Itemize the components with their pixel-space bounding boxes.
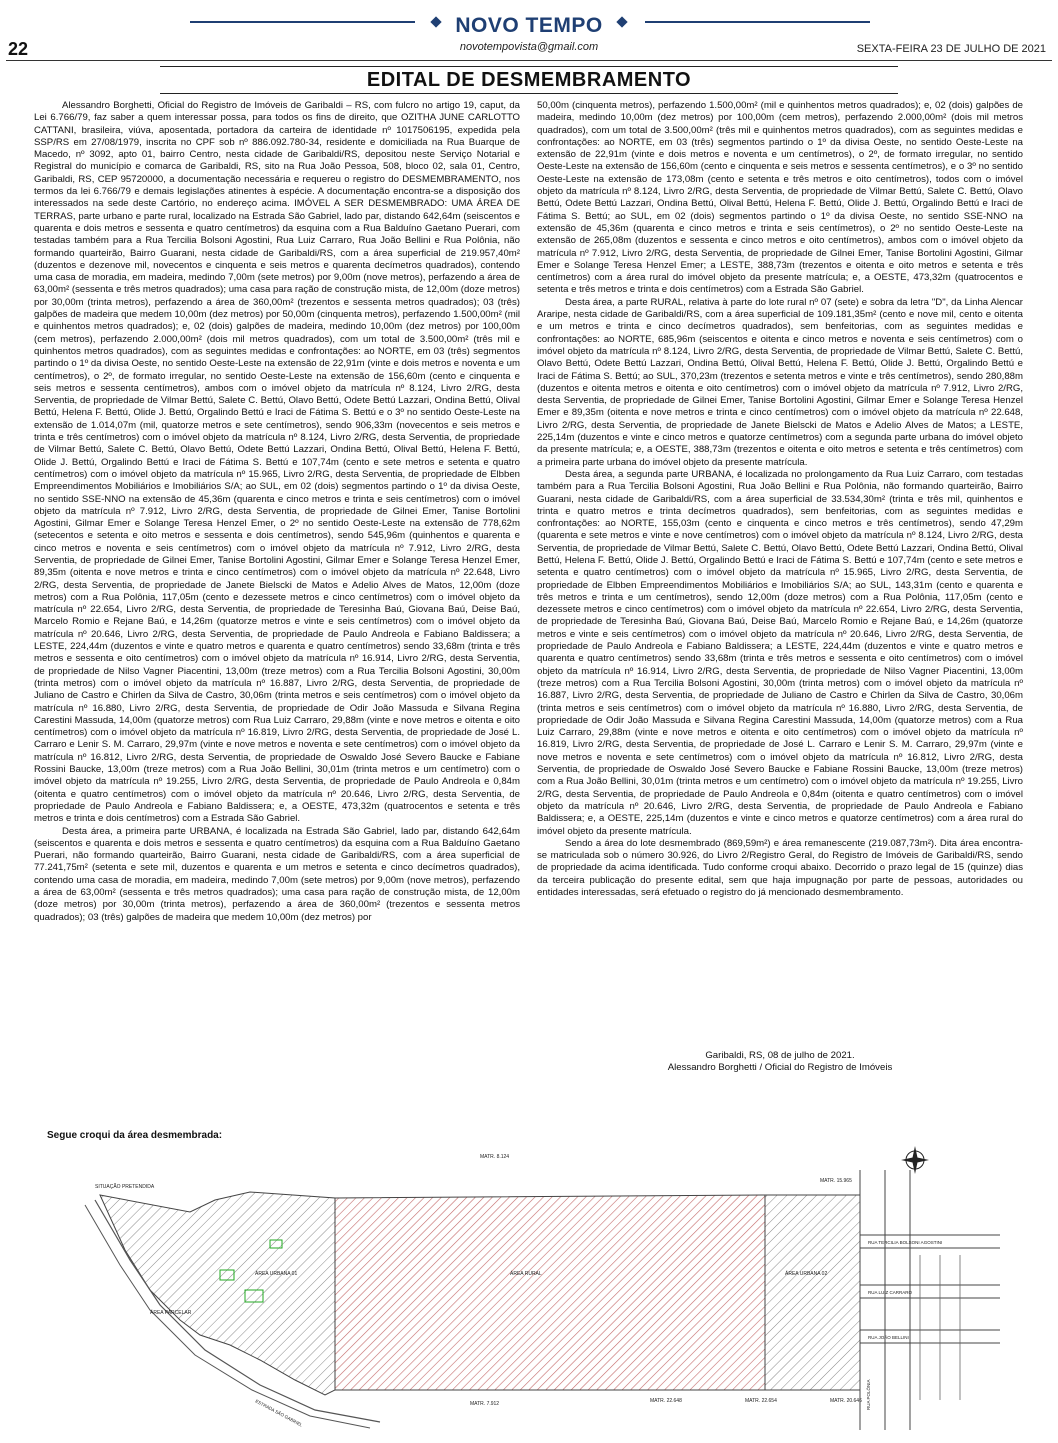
brand-rule-right <box>645 21 870 23</box>
paragraph: Desta área, a primeira parte URBANA, é localizada na Estrada São Gabriel, lado par, distando 642,64m (seiscentos e quarenta e dois metros e sessenta e quatro centímetros) da esquina com a Rua Balduíno Gaetano Puerari, não formando quarteirão, Bairro Guarani, nesta cidade de Garibaldi/RS, com a área superficial de 77.241,75m² (setenta e sete mil, duzentos e quarenta e um metros e setenta e cinco decímetros quadrados), contendo uma casa de moradia, em madeira, medindo 7,00m (sete metros) por 9,00m (nove metros), perfazendo a área de 63,00m² (sessenta e três metros quadrados); uma casa para ração de construção mista, de 12,00m (doze metros) por 30,00m (trinta metros), perfazendo a área de 360,00m² (trezentos e sessenta metros quadrados); 03 (três) galpões de madeira que medem 10,00m (dez metros) por <box>34 825 520 923</box>
area-urbana-02 <box>765 1195 860 1390</box>
label-mat-ne: MATR. 15.965 <box>820 1178 852 1184</box>
label-situacao: SITUAÇÃO PRETENDIDA <box>95 1184 155 1190</box>
label-urbana2: ÁREA URBANA 02 <box>785 1271 828 1277</box>
paragraph: Desta área, a parte RURAL, relativa à parte do lote rural nº 07 (sete) e sobra da letra "D", da Linha Alencar Araripe, nesta cidade de Garibaldi/RS, com a área superficial de 109.181,35m² (cento e nove mil, cento e oitenta e um metros e trinta e cinco decímetros quadrados), sem benfeitorias, com as seguintes medidas e confrontações: ao NORTE, 685,96m (seiscentos e oitenta e cinco metros e noventa e seis centímetros) com o imóvel objeto da matrícula nº 8.124, Livro 2/RG, desta Serventia, de propriedade de Vilmar Bettú, Salete C. Bettú, Olavo Bettú, Odete Bettú Lazzari, Ondina Bettú, Olival Bettú, Helena F. Bettú, Olide J. Bettú, Orgalindo Bettú e Iraci de Fátima S. Bettú; ao SUL, 370,23m (trezentos e setenta metros e vinte e três centímetros), sendo 280,88m (duzentos e oitenta metros e oitenta e oito centímetros) com o imóvel objeto da matrícula nº 7.912, Livro 2/RG, desta Serventia, de propriedade de Gilnei Emer, Tanise Bortolini Agostini, Gilmar Emer e Solange Teresa Henzel Emer e 89,35m (oitenta e nove metros e trinta e cinco centímetros) com o imóvel objeto da matrícula nº 22.648, Livro 2/RG, desta Serventia, de propriedade de Janete Bielscki de Matos e Adelio Alves de Matos; a LESTE, 225,14m (duzentos e vinte e cinco metros e quatorze centímetros) com a segunda parte urbana do imóvel objeto da presente matrícula; e, a OESTE, 388,73m (trezentos e oitenta e oito metros e setenta e três centímetros) com a primeira parte urbana do imóvel objeto da presente matrícula. <box>537 296 1023 468</box>
masthead <box>0 0 1058 62</box>
paragraph: Alessandro Borghetti, Oficial do Registro de Imóveis de Garibaldi – RS, com fulcro no artigo 19, caput, da Lei 6.766/79, faz saber a quem interessar possa, para todos os fins de direito, que OZITHA JUNE CARLOTTO CATTANI, brasileira, viúva, aposentada, portadora da carteira de identidade nº 1017506195, expedida pela SSP/RS em 27/08/1979, inscrita no CPF sob nº 886.092.780-34, residente e domiciliada na Rua Buarque de Macedo, nº 3092, apto 01, bairro Centro, nesta cidade de Garibaldi/RS, depositou neste Serviço Notarial e Registral do município e comarca de Garibaldi, RS, sito na Rua João Pessoa, 508, bloco 02, sala 01, Centro, Garibaldi, RS, CEP 95720000, a documentação necessária e requereu o registro do DESMEMBRAMENTO, nos termos da lei 6.766/79 e demais legislações atinentes à espécie. A documentação encontra-se a disposição dos interessados na sede deste Cartório, no endereço acima. IMÓVEL A SER DESMEMBRADO: UMA ÁREA DE TERRAS, parte urbano e parte rural, localizado na Estrada São Gabriel, lado par, distando 642,64m (seiscentos e quarenta e dois metros e sessenta e quatro centímetros) da esquina com a Rua Balduíno Gaetano Puerari, com testadas também para a Rua Tercilia Bolsoni Agostini, Rua Luiz Carraro, Rua João Bellini e Rua Polônia, não formando quarteirão, Bairro Guarani, nesta cidade de Garibaldi/RS, com a área superficial de 219.957,40m² (duzentos e dezenove mil, novecentos e cinquenta e seis metros e quarenta decímetros quadrados), contendo uma casa de moradia, em madeira, medindo 7,00m (sete metros) por 9,00m (nove metros), perfazendo a área de 63,00m² (sessenta e três metros quadrados); uma casa para ração de construção mista, de 12,00m (doze metros) por 30,00m (trinta metros), perfazendo a área de 360,00m² (trezentos e sessenta metros quadrados); 03 (três) galpões de madeira que medem 10,00m (dez metros) por 50,00m (cinquenta metros), perfazendo 1.500,00m² (mil e quinhentos metros quadrados); e, 02 (dois) galpões de madeira, medindo 10,00m (dez metros) por 100,00m (cem metros), perfazendo 2.000,00m² (dois mil metros quadrados), com um total de 3.500,00m² (três mil e quinhentos metros quadrados), com as seguintes medidas e confrontações: ao NORTE, em 03 (três) segmentos partindo o 1º da divisa Oeste, no sentido Oeste-Leste na extensão de 22,91m (vinte e dois metros e noventa e um centímetros), o 2º, de formato irregular, no sentido Oeste-Leste na extensão de 156,60m (cento e cinquenta e seis metros e sessenta centímetros), ambos com o imóvel objeto da matrícula nº 8.124, Livro 2/RG, desta Serventia, de propriedade de Vilmar Bettú, Salete C. Bettú, Olavo Bettú, Odete Bettú Lazzari, Ondina Bettú, Olival Bettú, Helena F. Bettú, Olide J. Bettú, Orgalindo Bettú e Iraci de Fátima S. Bettú e o 3º no sentido Oeste-Leste na extensão de 1.014,07m (mil, quatorze metros e sete centímetros), sendo 906,33m (novecentos e seis metros e trinta e três centímetros) com o imóvel objeto da matrícula nº 8.124, Livro 2/RG, desta Serventia, de propriedade de Vilmar Bettú, Salete C. Bettú, Olavo Bettú, Odete Bettú Lazzari, Ondina Bettú, Olival Bettú, Helena F. Bettú, Olide J. Bettú, Orgalindo Bettú e Iraci de Fátima S. Bettú e 107,74m (cento e sete metros e setenta e quatro centímetros) com o imóvel objeto da matrícula nº 15.965, Livro 2/RG, desta Serventia, de propriedade de Elbben Empreendimentos Mobiliários e Imobiliários S/A; ao SUL, em 02 (dois) segmentos partindo o 1º da divisa Oeste, no sentido SSE-NNO na extensão de 45,36m (quarenta e cinco metros e trinta e seis centímetros) com o imóvel objeto da matrícula nº 7.912, Livro 2/RG, desta Serventia, de propriedade de Gilnei Emer, Tanise Bortolini Agostini, Gilmar Emer e Solange Teresa Henzel Emer, o 2º no sentido Oeste-Leste na extensão de 778,62m (setecentos e setenta e oito metros e sessenta e dois centímetros), sendo 545,96m (quinhentos e quarenta e cinco metros e noventa e seis centímetros) com o imóvel objeto da matrícula nº 7.912, Livro 2/RG, desta Serventia, de propriedade de Gilnei Emer, Tanise Bortolini Agostini, Gilmar Emer e Solange Teresa Henzel Emer, 89,35m (oitenta e nove metros e trinta e cinco centímetros) com o imóvel objeto da matrícula nº 22.648, Livro 2/RG, desta Serventia, de propriedade de Janete Bielscki de Matos e Adelio Alves de Matos, 12,00m (doze metros) com a Rua Polônia, 117,05m (cento e dezessete metros e cinco centímetros) com o imóvel objeto da matrícula nº 22.654, Livro 2/RG, desta Serventia, de propriedade de Teresinha Baú, Giovana Baú, Deise Baú, Marcelo Romio e Rejane Baú, e 14,26m (quatorze metros e vinte e seis centímetros) com o imóvel objeto da matrícula nº 20.646, Livro 2/RG, desta Serventia, de propriedade de Paulo Andreola e Fabiano Baldissera; a LESTE, 224,44m (duzentos e vinte e quatro metros e quarenta e quatro centímetros) sendo 33,68m (trinta e três metros e sessenta e oito centímetros) com o imóvel objeto da matrícula nº 16.914, Livro 2/RG, desta Serventia, de propriedade de Nilso Vagner Piacentini, 13,00m (treze metros) com a Rua Tercilia Bolsoni Agostini, 30,00m (trinta metros) com o imóvel objeto da matrícula nº 16.887, Livro 2/RG, desta Serventia, de propriedade de Juliano de Castro e Chirlen da Silva de Castro, 30,06m (trinta metros e seis centímetros) com o imóvel objeto da matrícula nº 16.880, Livro 2/RG, desta Serventia, de propriedade de Odir João Massuda e Silvana Regina Carestini Massuda, 14,00m (quatorze metros) com Rua Luiz Carraro, 29,88m (vinte e nove metros e oitenta e oito centímetros) com o imóvel objeto da matrícula nº 16.819, Livro 2/RG, desta Serventia, de propriedade de José L. Carraro e Lenir S. M. Carraro, 29,97m (vinte e nove metros e noventa e sete centímetros) com o imóvel objeto da matrícula nº 16.812, Livro 2/RG, desta Serventia, de propriedade de Oswaldo José Severo Baucke e Fabiane Rossini Baucke, 13,00m (treze metros) com a Rua João Bellini, 30,01m (trinta metros e um centímetro) com o imóvel objeto da matrícula nº 19.255, Livro 2/RG, desta Serventia, de propriedade de Paulo Andreola e 0,84m (oitenta e quatro centímetros) com o imóvel objeto da matrícula nº 20.646, Livro 2/RG, desta Serventia, de propriedade de Paulo Andreola e Fabiano Baldissera; e, a OESTE, 473,32m (quatrocentos e setenta e três metros e trinta e dois centímetros) com a Estrada São Gabriel. <box>34 100 520 825</box>
label-parcelar: ÁREA PARCELAR <box>150 1310 192 1316</box>
sign-name: Alessandro Borghetti / Oficial do Registro de Imóveis <box>667 1062 893 1074</box>
croqui-svg <box>40 1140 1040 1430</box>
label-mat-s2: MATR. 22.648 <box>650 1398 682 1404</box>
label-rua-tercilia: RUA TERCILIA BOLSONI AGOSTINI <box>868 1240 943 1245</box>
brand-email[interactable]: novotempovista@gmail.com <box>459 41 599 53</box>
label-rua-luiz: RUA LUIZ CARRARO <box>868 1290 913 1295</box>
label-mat-north: MATR. 8.124 <box>480 1154 510 1160</box>
notice-column-left <box>34 100 520 1108</box>
notice-column-right <box>537 100 1023 1035</box>
label-urbana1: ÁREA URBANA 01 <box>255 1271 298 1277</box>
paragraph: Desta área, a segunda parte URBANA, é localizada no prolongamento da Rua Luiz Carraro, com testadas também para a Rua Tercilia Bolsoni Agostini, Rua João Bellini e Rua Polônia, não formando quarteirão, Bairro Guarani, nesta cidade de Garibaldi/RS, com a área superficial de 33.534,30m² (trinta e três mil, quinhentos e trinta e quatro metros e trinta decímetros quadrados), sem benfeitorias, com as seguintes medidas e confrontações: ao NORTE, 155,03m (cento e cinquenta e cinco metros e três centímetros), sendo 47,29m (quarenta e sete metros e vinte e nove centímetros) com o imóvel objeto da matrícula nº 8.124, Livro 2/RG, desta Serventia, de propriedade de Vilmar Bettú, Salete C. Bettú, Olavo Bettú, Odete Bettú Lazzari, Ondina Bettú, Olival Bettú, Helena F. Bettú, Olide J. Bettú, Orgalindo Bettú e Iraci de Fátima S. Bettú e 107,74m (cento e sete metros e setenta e quatro centímetros) com o imóvel objeto da matrícula nº 15.965, Livro 2/RG, desta Serventia, de propriedade de Elbben Empreendimentos Mobiliários e Imobiliários S/A; ao SUL, 143,31m (cento e quarenta e três metros e trinta e um centímetros), sendo 12,00m (doze metros) com a Rua Polônia, 117,05m (cento e dezessete metros e cinco centímetros) com o imóvel objeto da matrícula nº 22.654, Livro 2/RG, desta Serventia, de propriedade de Teresinha Baú, Giovana Baú, Deise Baú, Marcelo Romio e Rejane Baú, e 14,26m (quatorze metros e vinte e seis centímetros) com o imóvel objeto da matrícula nº 20.646, Livro 2/RG, desta Serventia, de propriedade de Paulo Andreola e Fabiano Baldissera; a LESTE, 224,44m (duzentos e vinte e quatro metros e quarenta e quatro centímetros) sendo 33,68m (trinta e três metros e sessenta e oito centímetros) com o imóvel objeto da matrícula nº 16.914, Livro 2/RG, desta Serventia, de propriedade de Nilso Vagner Piacentini, 13,00m (treze metros) com a Rua Tercilia Bolsoni Agostini, 30,00m (trinta metros) com o imóvel objeto da matrícula nº 16.887, Livro 2/RG, desta Serventia, de propriedade de Juliano de Castro e Chirlen da Silva de Castro, 30,06m (trinta metros e seis centímetros) com o imóvel objeto da matrícula nº 16.880, Livro 2/RG, desta Serventia, de propriedade de Odir João Massuda e Silvana Regina Carestini Massuda, 14,00m (quatorze metros) com a Rua Luiz Carraro, 29,88m (vinte e nove metros e oitenta e oito centímetros) com o imóvel objeto da matrícula nº 16.819, Livro 2/RG, desta Serventia, de propriedade de José L. Carraro e Lenir S. M. Carraro, 29,97m (vinte e nove metros e noventa e sete centímetros) com o imóvel objeto da matrícula nº 16.812, Livro 2/RG, desta Serventia, de propriedade de Oswaldo José Severo Baucke e Fabiane Rossini Baucke, 13,00m (treze metros) com a Rua João Bellini, 30,01m (trinta metros e um centímetro) com o imóvel objeto da matrícula nº 19.255, Livro 2/RG, desta Serventia, de propriedade de Paulo Andreola e 0,84m (oitenta e quatro centímetros) com o imóvel objeto da matrícula nº 20.646, Livro 2/RG, desta Serventia, de propriedade de Paulo Andreola e Fabiano Baldissera; e, a OESTE, 225,14m (duzentos e vinte e cinco metros e quatorze centímetros) com a área rural do imóvel objeto da presente matrícula. <box>537 468 1023 837</box>
paragraph: 50,00m (cinquenta metros), perfazendo 1.500,00m² (mil e quinhentos metros quadrados); e, 02 (dois) galpões de madeira, medindo 10,00m (dez metros) por 100,00m (cem metros), perfazendo 2.000,00m² (dois mil metros quadrados), com um total de 3.500,00m² (três mil e quinhentos metros quadrados), com as seguintes medidas e confrontações: ao NORTE, em 03 (três) segmentos partindo o 1º da divisa Oeste, no sentido Oeste-Leste na extensão de 22,91m (vinte e dois metros e noventa e um centímetros), o 2º, de formato irregular, no sentido Oeste-Leste na extensão de 156,60m (cento e cinquenta e seis metros e sessenta centímetros), e o 3º no sentido Oeste-Leste na extensão de 173,08m (cento e setenta e três metros e oito centímetros), todos com o imóvel objeto da matrícula nº 8.124, Livro 2/RG, desta Serventia, de propriedade de Vilmar Bettú, Salete C. Bettú, Olavo Bettú, Odete Bettú Lazzari, Ondina Bettú, Olival Bettú, Helena F. Bettú, Olide J. Bettú, Orgalindo Bettú e Iraci de Fátima S. Bettú; ao SUL, em 02 (dois) segmentos partindo o 1º da divisa Oeste, no sentido SSE-NNO na extensão de 45,36m (quarenta e cinco metros e trinta e seis centímetros), o 2º no sentido Oeste-Leste na extensão de 265,08m (duzentos e sessenta e cinco metros e oito centímetros), ambos com o imóvel objeto da matrícula nº 7.912, Livro 2/RG, desta Serventia, de propriedade de Gilnei Emer, Tanise Bortolini Agostini, Gilmar Emer e Solange Teresa Henzel Emer; a LESTE, 388,73m (trezentos e oitenta e oito metros e setenta e três centímetros) com a área rural do imóvel objeto da presente matrícula; e, a OESTE, 473,32m (quatrocentos e setenta e três metros e trinta e dois centímetros) com a Estrada São Gabriel. <box>537 100 1023 296</box>
area-urbana-01 <box>100 1192 335 1395</box>
label-rural: ÁREA RURAL <box>510 1271 542 1277</box>
notice-title: EDITAL DE DESMEMBRAMENTO <box>160 66 898 94</box>
header-divider <box>6 60 1052 61</box>
label-estrada: ESTRADA SÃO GABRIEL <box>254 1398 304 1428</box>
map-caption: Segue croqui da área desmembrada: <box>47 1130 223 1141</box>
newspaper-brand: NOVO TEMPO <box>455 14 603 37</box>
label-mat-s3: MATR. 22.654 <box>745 1398 777 1404</box>
issue-date: SEXTA-FEIRA 23 DE JULHO DE 2021 <box>856 43 1046 55</box>
label-rua-joao: RUA JOÃO BELLINI <box>868 1335 909 1340</box>
page-number: 22 <box>8 39 29 59</box>
signoff <box>537 1050 1023 1075</box>
north-arrow-icon <box>901 1146 929 1174</box>
label-mat-s1: MATR. 7.912 <box>470 1401 500 1407</box>
paragraph: Sendo a área do lote desmembrado (869,59m²) e área remanescente (219.087,73m²). Dita área encontra-se matriculada sob o número 30.926, do Livro 2/Registro Geral, do Registro de Imóveis de Garibaldi/RS, sendo de propriedade da acima identificada. Tudo conforme croqui abaixo. Decorrido o prazo legal de 15 (quinze) dias da terceira publicação do presente edital, sem que haja impugnação por parte de pessoas, autoridades ou entidades interessadas, será efetuado o registro do já mencionado desmembramento. <box>537 837 1023 898</box>
sign-place-date: Garibaldi, RS, 08 de julho de 2021. <box>705 1050 855 1061</box>
label-rua-polonia: RUA POLÔNIA <box>866 1379 871 1410</box>
label-mat-s4: MATR. 20.646 <box>830 1398 862 1404</box>
area-rural <box>335 1195 765 1390</box>
croqui-map <box>40 1140 1040 1430</box>
